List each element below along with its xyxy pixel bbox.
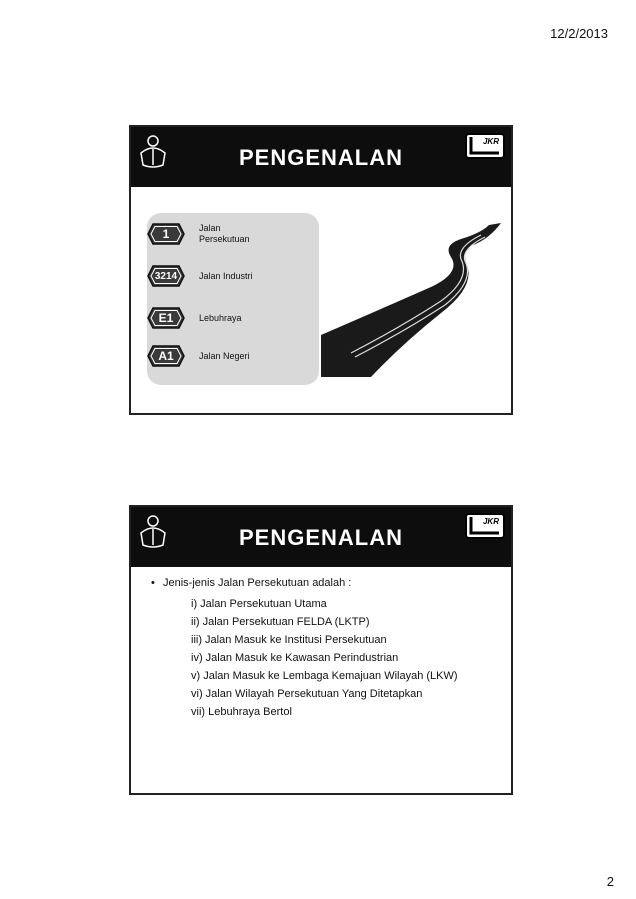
road-type-item — [147, 265, 259, 287]
jkr-logo-text: JKR — [482, 137, 499, 146]
bullet-text: Jenis-jenis Jalan Persekutuan adalah : — [163, 577, 352, 589]
slide-title: PENGENALAN — [238, 145, 403, 170]
bullet-item — [151, 577, 501, 589]
road-sign-badge — [147, 345, 185, 367]
jkr-logo-text: JKR — [482, 517, 499, 526]
road-sign-badge — [147, 307, 185, 329]
slide-1 — [129, 125, 513, 415]
road-sign-label: 3214 — [154, 270, 178, 282]
page-number: 2 — [606, 874, 614, 889]
page-date: 12/2/2013 — [550, 26, 608, 41]
slide-title: PENGENALAN — [238, 525, 403, 550]
road-type-item — [147, 345, 259, 367]
road-type-item — [147, 223, 259, 245]
bullet-dot-icon: • — [151, 577, 155, 589]
road-sign-badge — [147, 223, 185, 245]
list-item: vii) Lebuhraya Bertol — [191, 706, 292, 718]
road-type-label: Jalan Industri — [199, 270, 253, 281]
road-type-label: Lebuhraya — [199, 312, 242, 323]
road-sign-badge — [147, 265, 185, 287]
road-type-item — [147, 307, 259, 329]
list-item: i) Jalan Persekutuan Utama — [191, 598, 327, 610]
list-item: v) Jalan Masuk ke Lembaga Kemajuan Wilayah (LKW) — [191, 670, 458, 682]
road-sign-label: 1 — [162, 227, 170, 241]
winding-road-image — [311, 217, 511, 377]
list-item: ii) Jalan Persekutuan FELDA (LKTP) — [191, 616, 370, 628]
slide-2 — [129, 505, 513, 795]
road-surface — [321, 223, 501, 377]
road-type-label: Jalan Persekutuan — [199, 223, 250, 244]
slide-header — [131, 507, 511, 567]
list-item: vi) Jalan Wilayah Persekutuan Yang Ditetapkan — [191, 688, 423, 700]
road-sign-label: E1 — [158, 311, 174, 325]
federal-road-list — [191, 595, 501, 721]
road-type-label: Jalan Negeri — [199, 350, 250, 361]
slide-header — [131, 127, 511, 187]
list-item: iv) Jalan Masuk ke Kawasan Perindustrian — [191, 652, 399, 664]
slide-content — [151, 577, 501, 721]
list-item: iii) Jalan Masuk ke Institusi Persekutuan — [191, 634, 387, 646]
road-sign-label: A1 — [158, 349, 174, 363]
